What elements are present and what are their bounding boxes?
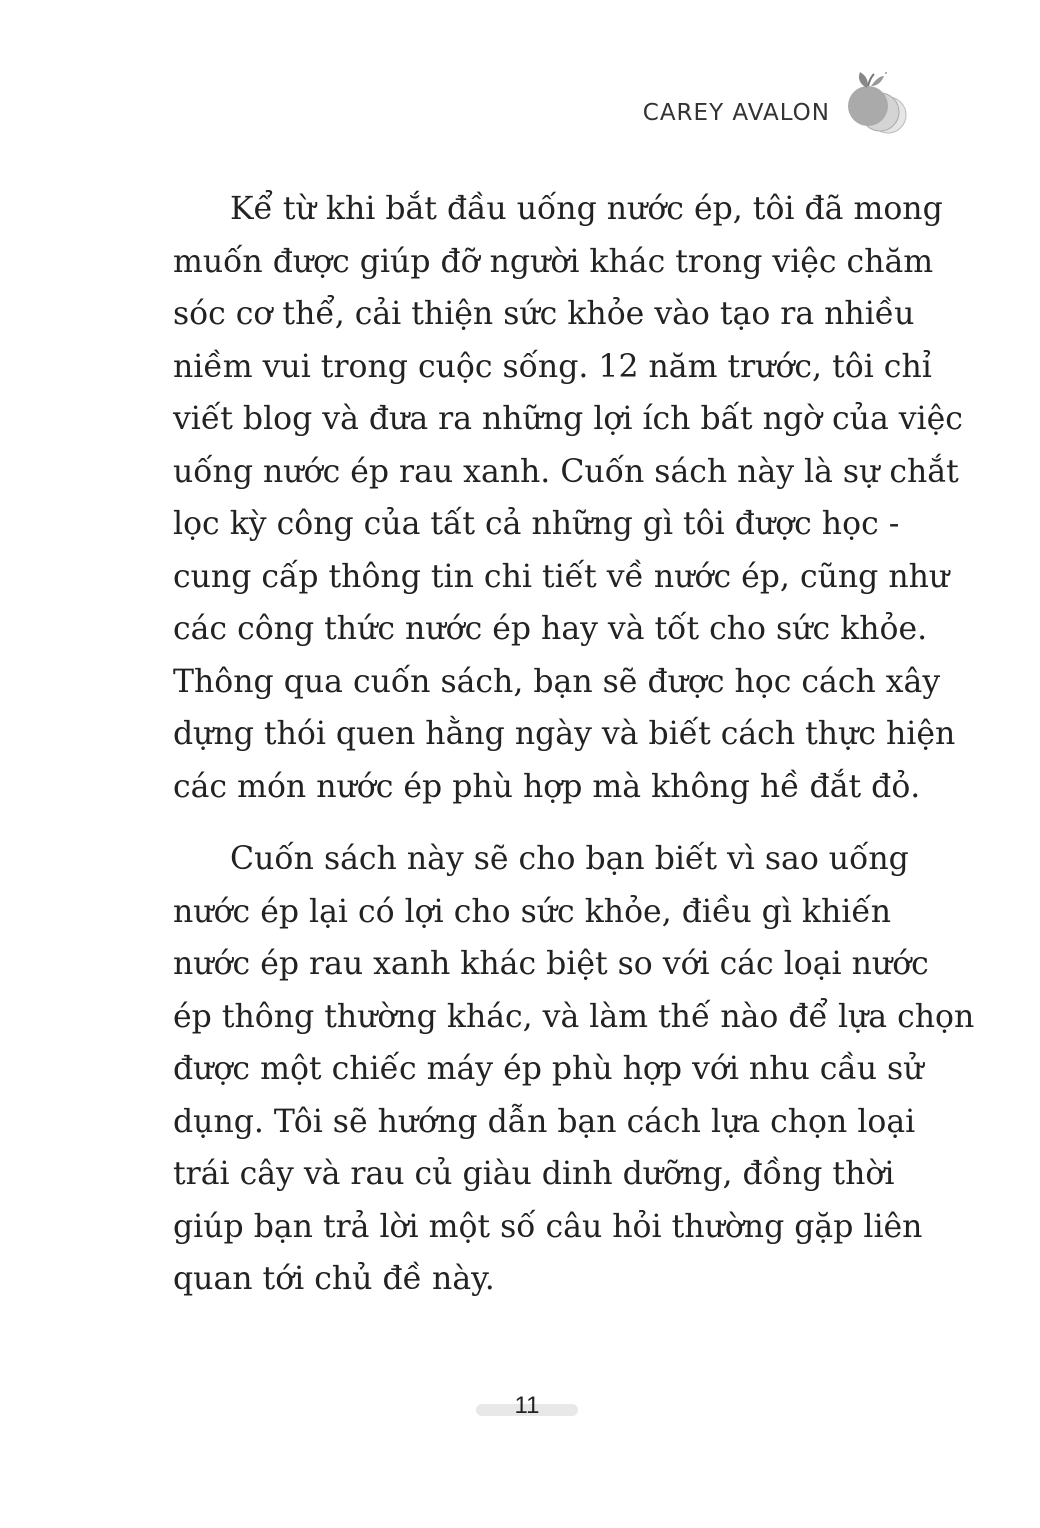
text-line: nước ép rau xanh khác biệt so với các loại nước: [173, 946, 929, 982]
page-number: 11: [514, 1392, 540, 1419]
text-line: các món nước ép phù hợp mà không hề đắt đỏ.: [173, 768, 921, 805]
text-line: trái cây và rau củ giàu dinh dưỡng, đồng thời: [173, 1156, 895, 1192]
paragraph: [173, 833, 975, 1306]
text-line: uống nước ép rau xanh. Cuốn sách này là sự chắt: [173, 453, 959, 490]
running-header: CAREY AVALON: [642, 100, 830, 126]
text-line: dựng thói quen hằng ngày và biết cách thực hiện: [173, 716, 956, 752]
text-line: dụng. Tôi sẽ hướng dẫn bạn cách lựa chọn loại: [173, 1103, 916, 1140]
text-line: viết blog và đưa ra những lợi ích bất ngờ của việc: [173, 401, 963, 437]
text-line: Kể từ khi bắt đầu uống nước ép, tôi đã mong: [230, 191, 943, 227]
text-line: Thông qua cuốn sách, bạn sẽ được học cách xây: [173, 663, 941, 700]
text-line: sóc cơ thể, cải thiện sức khỏe vào tạo ra nhiều: [173, 296, 915, 332]
text-line: muốn được giúp đỡ người khác trong việc chăm: [173, 243, 934, 280]
apple-logo-icon: [838, 70, 918, 140]
text-line: giúp bạn trả lời một số câu hỏi thường gặp liên: [173, 1208, 923, 1245]
page-footer: [468, 1392, 586, 1422]
text-line: nước ép lại có lợi cho sức khỏe, điều gì khiến: [173, 893, 892, 930]
text-line: quan tới chủ đề này.: [173, 1261, 495, 1297]
text-line: được một chiếc máy ép phù hợp với nhu cầu sử: [173, 1051, 924, 1087]
text-line: lọc kỳ công của tất cả những gì tôi được học -: [173, 506, 900, 542]
paragraph: [173, 183, 963, 813]
text-line: ép thông thường khác, và làm thế nào để lựa chọn: [173, 998, 975, 1035]
text-line: niềm vui trong cuộc sống. 12 năm trước, tôi chỉ: [173, 348, 932, 385]
text-line: Cuốn sách này sẽ cho bạn biết vì sao uống: [230, 841, 909, 877]
text-line: các công thức nước ép hay và tốt cho sức khỏe.: [173, 611, 928, 647]
body-text: [173, 183, 975, 1326]
text-line: cung cấp thông tin chi tiết về nước ép, cũng như: [173, 558, 950, 595]
